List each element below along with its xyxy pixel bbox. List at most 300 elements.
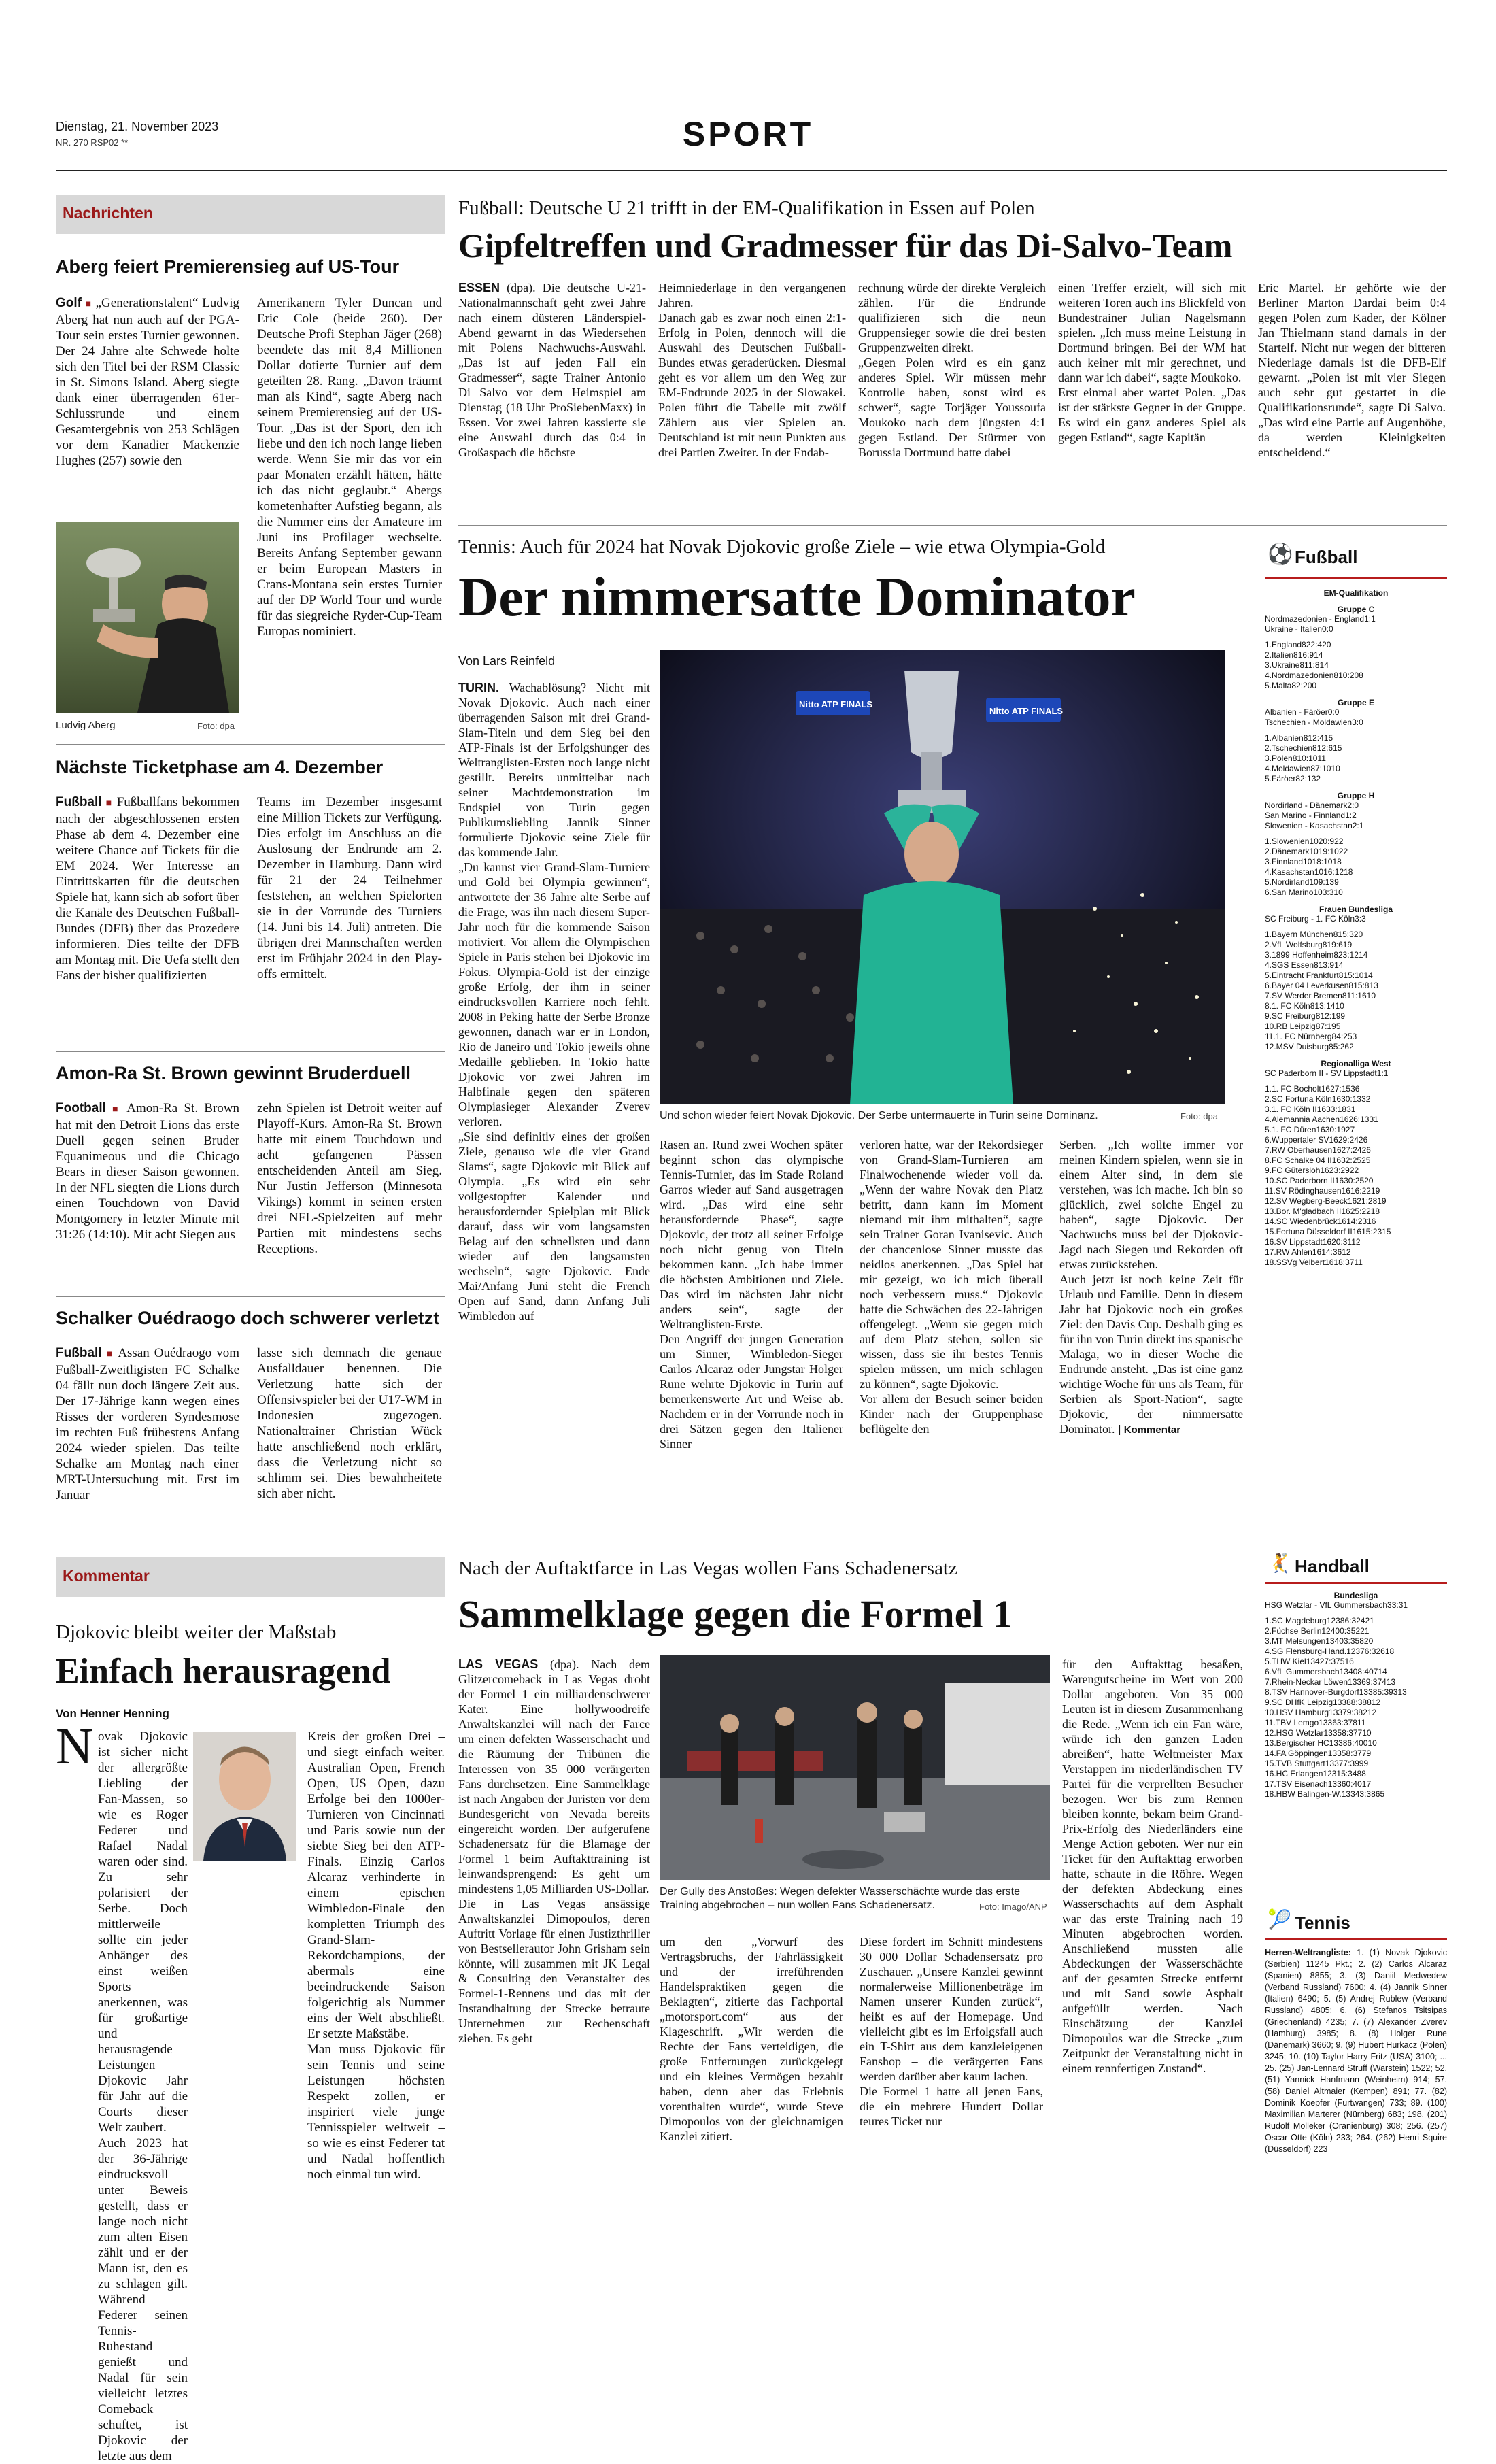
tennis-icon: 🎾 (1268, 1909, 1291, 1930)
result-match: SC Paderborn II - SV Lippstadt (1265, 1068, 1377, 1078)
standings-row (1265, 1647, 1447, 1657)
standings-games: 10 (1313, 888, 1323, 897)
standings-goals: 33:18 (1326, 1104, 1347, 1114)
standings-goals: 26:13 (1348, 1115, 1370, 1124)
football-group-2 (1265, 791, 1447, 898)
result-row (1265, 914, 1447, 924)
standings-row (1265, 837, 1447, 847)
standings-points: 7 (1366, 1779, 1372, 1789)
standings-team: 10.RB Leipzig (1265, 1022, 1316, 1031)
standings-row (1265, 847, 1447, 857)
standings-goals: 19:10 (1318, 847, 1339, 856)
standings-row (1265, 640, 1447, 650)
result-match: Albanien - Färöer (1265, 707, 1328, 717)
standings-goals: 377:399 (1334, 1759, 1364, 1768)
standings-games: 16 (1341, 1206, 1350, 1216)
standings-points: 14 (1358, 950, 1368, 960)
standings-team: 4.Nordmazedonien (1265, 671, 1334, 680)
standings-goals: 385:393 (1368, 1687, 1398, 1697)
f1-headline: Sammelklage gegen die Formel 1 (458, 1592, 1013, 1636)
standings-points: 12 (1351, 1237, 1361, 1247)
standings-points: 16 (1344, 1657, 1354, 1666)
standings-goals: 2:20 (1296, 681, 1312, 690)
standings-points: 10 (1335, 1001, 1344, 1011)
standings-points: 20 (1353, 930, 1363, 939)
u21-text-col3: rechnung würde der direkte Vergleich zählen. Für die Endrunde qualifizieren sich die neun Gruppensieger sowie die drei besten Gruppenzweiten direkt. „Gegen Polen wird es ein ganz anderes Spiel. Wir müssen mehr Kontrolle haben, sonst wird es schwer“, sagte Torjäger Youssoufa Moukoko nach dem jüngsten 4:1 gegen Estland. Der Stürmer von Borussia Dortmund hatte dabei (858, 281, 1046, 459)
standings-points: 2 (1349, 1042, 1354, 1051)
group-title: Gruppe E (1337, 698, 1374, 707)
standings-goals: 19:6 (1327, 940, 1343, 949)
standings-games: 8 (1348, 981, 1354, 990)
standings-team: 14.FA Göppingen (1265, 1749, 1328, 1758)
standings-row (1265, 1708, 1447, 1718)
f1-text-col2: um den „Vorwurf des Vertragsbruchs, der Fahrlässigkeit und der irreführenden Handelspraktiken gegen die Beklagten“, zitierte das Fachportal „motorsport.com“ aus der Klageschrift. „Wir werden die Rechte der Fans verteidigen, die große Entfernungen zurückgelegt und ein kleines Vermögen bezahlt haben, denn aber das Erlebnis vorenthalten wurde“, wurde Steve Dimopoulos von der gleichnamigen Kanzlei zitiert. (660, 1935, 843, 2143)
kommentar-headline: Einfach herausragend (56, 1652, 391, 1691)
aberg-photo-caption: Ludvig Aberg (56, 720, 116, 731)
tickets-headline: Nächste Ticketphase am 4. Dezember (56, 757, 384, 777)
standings-team: 4.Kasachstan (1265, 867, 1314, 877)
standings-games: 8 (1329, 1042, 1333, 1051)
standings-goals: 7:10 (1315, 764, 1331, 773)
standings-row (1265, 991, 1447, 1001)
author-portrait-illustration (193, 1732, 296, 1861)
standings-games: 8 (1291, 681, 1297, 690)
standings-games: 13 (1319, 1718, 1328, 1727)
result-match: Nordirland - Dänemark (1265, 800, 1348, 810)
djokovic-photo-caption: Und schon wieder feiert Novak Djokovic. Der Serbe untermauerte in Turin seine Dominanz. (660, 1110, 1098, 1121)
standings-team: 6.VfL Gummersbach (1265, 1667, 1340, 1676)
group-title: Gruppe C (1337, 605, 1375, 614)
news-section-header: Nachrichten (56, 195, 445, 234)
result-score: 0:0 (1327, 707, 1340, 717)
result-match: HSG Wetzlar - VfL Gummersbach (1265, 1600, 1388, 1610)
standings-points: 9 (1334, 877, 1339, 887)
standings-games: 8 (1310, 1001, 1315, 1011)
standings-games: 12 (1326, 1616, 1336, 1625)
standings-games: 13 (1306, 1657, 1316, 1666)
tennis-title: Tennis (1295, 1912, 1350, 1933)
standings-goals: 7:19 (1320, 1022, 1336, 1031)
standings-games: 16 (1331, 1155, 1342, 1165)
standings-goals: 427:375 (1315, 1657, 1345, 1666)
result-match: Tschechien - Moldawien (1265, 718, 1353, 727)
standings-points: 32 (1361, 1094, 1371, 1104)
standings-team: 3.Finnland (1265, 857, 1304, 866)
standings-points: 14 (1319, 660, 1329, 670)
kommentar-byline: Von Henner Henning (56, 1707, 169, 1720)
standings-games: 16 (1337, 1217, 1347, 1226)
standings-goals: 12:6 (1316, 743, 1333, 753)
result-score: 1:1 (1364, 614, 1376, 624)
news-divider-2 (56, 1051, 445, 1052)
standings-points: 12 (1367, 1708, 1377, 1717)
standings-team: 3.Polen (1265, 754, 1293, 763)
aberg-text-col1: „Generationstalent“ Ludvig Aberg hat nun auch auf der PGA-Tour sein erstes Turnier gewonnen. Der 24 Jahre alte Schwede holte sich den Titel bei der RSM Classic in St. Simons Island. Aberg siegte dank einer überragenden 61er-Schlussrunde und einem Gesamtergebnis von 253 Schlägen vor dem Kanadier Mackenzie Hughes (257) sowie den (56, 296, 240, 468)
standings-points: 12 (1371, 1698, 1381, 1707)
standings-row (1265, 774, 1447, 784)
result-score: 1:2 (1345, 811, 1357, 820)
result-score: 33:31 (1387, 1600, 1408, 1610)
amonra-kicker: Football (56, 1101, 106, 1115)
aberg-kicker: Golf (56, 296, 82, 310)
standings-team: 15.Fortuna Düsseldorf II (1265, 1227, 1353, 1236)
standings-games: 8 (1299, 660, 1305, 670)
standings-points: 2 (1316, 774, 1321, 783)
standings-points: 13 (1369, 981, 1378, 990)
standings-games: 16 (1340, 1115, 1349, 1124)
standings-points: 13 (1397, 1687, 1407, 1697)
standings-goals: 386:400 (1338, 1738, 1368, 1748)
schalke-headline: Schalker Ouédraogo doch schwerer verletzt (56, 1308, 440, 1328)
standings-team: 1.Bayern München (1265, 930, 1333, 939)
standings-row (1265, 1032, 1447, 1042)
standings-games: 16 (1341, 1186, 1350, 1196)
standings-team: 2.SC Fortuna Köln (1265, 1094, 1332, 1104)
result-score: 2:0 (1347, 800, 1359, 810)
standings-team: 11.TBV Lemgo (1265, 1718, 1319, 1727)
standings-points: 18 (1344, 867, 1353, 877)
aberg-text-col2: Amerikanern Tyler Duncan und Eric Cole (beide 260). Der Deutsche Profi Stephan Jäger (268) beendete das mit 8,4 Millionen Dollar dotierte Turnier auf dem geteilten 28. Rang. „Davon träumt man als Kind“, sagte Aberg nach seinem Premierensieg auf der US-Tour. „Das ist der Sport, den ich liebe und den ich noch lange lieben werde. Wenn Sie mir das vor ein paar Monaten erzählt hätten, hätte ich das nicht geglaubt.“ Abergs kometenhafter Aufstieg begann, als die Nummer eins der Amateure im Juni ins Profilager wechselte. Bereits Anfang September gewann er beim European Masters in Crans-Montana sein erstes Turnier auf der DP World Tour und wurde für das siegreiche Ryder-Cup-Team Europas nominiert. (257, 296, 442, 639)
standings-games: 16 (1320, 1166, 1329, 1175)
standings-games: 16 (1331, 1094, 1342, 1104)
standings-points: 19 (1377, 1196, 1387, 1206)
standings-points: 20 (1363, 1636, 1374, 1646)
football-title-rule (1265, 577, 1447, 579)
standings-games: 8 (1333, 950, 1338, 960)
f1-kicker: Nach der Auftaktfarce in Las Vegas wollen Fans Schadenersatz (458, 1557, 957, 1579)
standings-games: 8 (1303, 733, 1308, 743)
standings-team: 5.Färöer (1265, 774, 1296, 783)
standings-team: 12.MSV Duisburg (1265, 1042, 1329, 1051)
standings-row (1265, 1176, 1447, 1186)
standings-points: 18 (1370, 1206, 1380, 1216)
amonra-text-col1: Amon-Ra St. Brown hat mit den Detroit Lions das erste Duell gegen seinen Bruder Equanimeous und die Chicago Bears in dieser Saison gewonnen. In der NFL siegten die Lions durch einen Touchdown von David Montgomery in letzter Minute mit 31:26 (14:10). Mit acht Siegen aus (56, 1101, 240, 1242)
standings-points: 31 (1369, 1115, 1378, 1124)
aberg-photo (56, 522, 239, 713)
standings-team: 18.HBW Balingen-W. (1265, 1789, 1342, 1799)
tickets-text-col2: Teams im Dezember insgesamt eine Million Tickets zur Verfügung. Dies erfolgt im Anschluss an die Auslosung der Endrunde am 2. Dezember in Hamburg. Dann wird für 21 der 24 Teilnehmer feststehen, an welchen Spielorten sie in der Vorrunde des Turniers (14. Juni bis 14. Juli) antreten. Die übrigen drei Mannschaften werden erst im Frühjahr 2024 in den Play-offs ermittelt. (257, 795, 442, 981)
football-tables (1265, 537, 1447, 1268)
standings-goals: 15:23 (1361, 1227, 1382, 1236)
standings-goals: 358:377 (1332, 1728, 1363, 1738)
standings-points: 9 (1366, 1749, 1372, 1758)
standings-points: 13 (1386, 1677, 1396, 1687)
result-score: 0:0 (1322, 624, 1333, 634)
standings-goals: 3:31 (1322, 888, 1339, 897)
f1-dateline: LAS VEGAS (458, 1657, 539, 1671)
u21-kicker: Fußball: Deutsche U 21 trifft in der EM-Qualifikation in Essen auf Polen (458, 197, 1035, 219)
tennis-label: Herren-Weltrangliste: (1265, 1948, 1351, 1957)
standings-points: 18 (1332, 857, 1342, 866)
standings-team: 2.Tschechien (1265, 743, 1313, 753)
standings-team: 14.SC Wiedenbrück (1265, 1217, 1338, 1226)
standings-games: 13 (1329, 1708, 1338, 1717)
djokovic-photo (660, 650, 1225, 1104)
atp-banner-left: Nitto ATP FINALS (799, 699, 873, 709)
standings-goals: 11:8 (1304, 660, 1320, 670)
f1-photo-credit: Foto: Imago/ANP (979, 1902, 1047, 1912)
djokovic-text-col2: Rasen an. Rund zwei Wochen später beginnt schon das olympische Tennis-Turnier, das im Stade Roland Garros wieder auf Sand ausgetragen wird. „Das wird eine sehr herausfordernde Phase“, sagte Djokovic, der trotz all seiner Erfolge noch nicht genug von Titeln bekommen kann. „Ich habe immer die höchsten Ambitionen und Ziele. Das wird im nächsten Jahr nicht anders sein“, sagte der Weltranglisten-Erste. Den Angriff der jungen Generation um Sinner, Wimbledon-Sieger Carlos Alcaraz oder Jungstar Holger Rune wehrte Djokovic in Turin auf bemerkenswerte Art und Weise ab. Nachdem er in der Vorrunde noch in drei Sätzen gegen den Italiener Sinner (660, 1138, 843, 1451)
standings-games: 8 (1322, 940, 1327, 949)
news-divider-3 (56, 1296, 445, 1297)
standings-goals: 12:19 (1320, 1011, 1341, 1021)
result-match: Ukraine - Italien (1265, 624, 1323, 634)
standings-games: 13 (1323, 1728, 1333, 1738)
standings-goals: 12:4 (1308, 733, 1324, 743)
standings-row (1265, 857, 1447, 867)
djokovic-end-tag: Kommentar (1123, 1424, 1181, 1436)
standings-points: 10 (1362, 1728, 1372, 1738)
standings-goals: 20:9 (1318, 837, 1335, 846)
group-title: Gruppe H (1337, 791, 1375, 800)
standings-points: 21 (1365, 1616, 1374, 1625)
standings-points: 14 (1314, 650, 1323, 660)
tickets-text-col1: Fußballfans bekommen nach der abgeschlossenen ersten Phase ab dem 4. Dezember eine weitere Chance auf Tickets für die EM 2024. Wer Interesse an Eintrittskarten für die deutschen Spiele hat, kann sich ab sofort über die Kanäle des Deutschen Fußball-Bundes (DFB) über das Prozedere informieren. Dies teilte der DFB am Montag mit. Die Uefa stellt den Fans der bisher qualifizierten (56, 795, 240, 983)
standings-goals: 22:4 (1306, 640, 1323, 649)
standings-goals: 23:29 (1329, 1166, 1350, 1175)
standings-points: 20 (1364, 1176, 1374, 1185)
standings-goals: 30:25 (1344, 1176, 1365, 1185)
handball-group-0 (1265, 1591, 1447, 1800)
standings-team: 7.SV Werder Bremen (1265, 991, 1342, 1000)
standings-goals: 369:374 (1357, 1677, 1387, 1687)
standings-goals: 10:20 (1338, 671, 1359, 680)
standings-goals: 27:24 (1341, 1145, 1362, 1155)
standings-row (1265, 930, 1447, 940)
standings-row (1265, 1626, 1447, 1636)
standings-team: 1.Slowenien (1265, 837, 1310, 846)
standings-games: 13 (1325, 1759, 1335, 1768)
standings-row (1265, 650, 1447, 660)
standings-team: 8.TSV Hannover-Burgdorf (1265, 1687, 1359, 1697)
u21-text-col2: Heimniederlage in den vergangenen Jahren. Danach gab es zwar noch einen 2:1-Erfolg in Polen, dennoch will die Auswahl des Deutschen Fußball-Bundes etwas geraderücken. Diesmal geht es vor allem um den Weg zur EM-Endrunde 2025 in der Slowakei. Polen führt die Tabelle mit zwölf Zählern aus vier Spielen an. Deutschland ist mit neun Punkten aus drei Partien Zweiter. In der Endab- (658, 281, 846, 459)
standings-points: 31 (1346, 1104, 1356, 1114)
standings-team: 2.VfL Wolfsburg (1265, 940, 1323, 949)
standings-points: 27 (1345, 1125, 1355, 1134)
standings-team: 6.Bayer 04 Leverkusen (1265, 981, 1349, 990)
result-score: 3:0 (1352, 718, 1363, 727)
standings-team: 12.HSG Wetzlar (1265, 1728, 1324, 1738)
football-groups (1265, 605, 1447, 1268)
amonra-headline: Amon-Ra St. Brown gewinnt Bruderduell (56, 1063, 411, 1083)
standings-points: 11 (1354, 1258, 1363, 1267)
news-divider-1 (56, 744, 445, 745)
standings-row (1265, 1738, 1447, 1749)
group-title: Bundesliga (1333, 1591, 1378, 1600)
standings-team: 7.Rhein-Neckar Löwen (1265, 1677, 1348, 1687)
standings-row (1265, 681, 1447, 691)
result-row (1265, 1068, 1447, 1079)
standings-points: 11 (1357, 1718, 1366, 1727)
result-match: San Marino - Finnland (1265, 811, 1346, 820)
standings-goals: 408:407 (1348, 1667, 1378, 1676)
standings-team: 2.Füchse Berlin (1265, 1626, 1322, 1636)
f1-photo (660, 1655, 1050, 1880)
kommentar-section-header: Kommentar (56, 1557, 445, 1597)
standings-team: 12.SV Wegberg-Beeck (1265, 1196, 1348, 1206)
standings-games: 12 (1321, 1626, 1331, 1636)
schalke-text-col2: lasse sich demnach die genaue Ausfalldauer benennen. Die Verletzung hatte sich der Offensivspieler bei der U17-WM in Indonesien zugezogen. Nationaltrainer Christian Wück hatte anschließend noch erklärt, dass die Verletzung nicht so schlimm sei. Dies bewahrheitete sich aber nicht. (257, 1346, 442, 1501)
football-icon: ⚽ (1268, 543, 1293, 566)
standings-goals: 16:12 (1323, 867, 1344, 877)
standings-goals: 30:19 (1325, 1125, 1346, 1134)
standings-points: 22 (1334, 837, 1344, 846)
u21-text-col5: Eric Martel. Er gehörte wie der Berliner Marton Dardai beim 0:4 gegen Polen zum Kader, der Kölner Jan Thielmann stand damals in der Startelf. Nicht nur wegen der bitteren Niederlage damals ist die DFB-Elf gewarnt. „Polen ist mit vier Siegen auch sehr gut gestartet in die Qualifikationsrunde“, sagte Di Salvo. „Das wird eine Partie auf Augenhöhe, da werden Kleinigkeiten entscheidend.“ (1258, 281, 1446, 459)
djokovic-photo-credit: Foto: dpa (1180, 1111, 1218, 1121)
amonra-text-col2: zehn Spielen ist Detroit weiter auf Playoff-Kurs. Amon-Ra St. Brown hatte mit einem Touchdown und acht gefangenen Pässen entscheidenden Anteil am Sieg. Nur Justin Jefferson (Minnesota Vikings) kommt in seinen ersten drei NFL-Spielzeiten auf mehr Partien mit mindestens sechs Receptions. (257, 1101, 442, 1256)
standings-points: 0 (1312, 681, 1317, 690)
standings-games: 8 (1292, 754, 1297, 763)
standings-row (1265, 1237, 1447, 1247)
standings-row (1265, 888, 1447, 898)
em-title: EM-Qualifikation (1323, 588, 1389, 598)
djokovic-kicker: Tennis: Auch für 2024 hat Novak Djokovic große Ziele – wie etwa Olympia-Gold (458, 536, 1106, 558)
standings-row (1265, 1094, 1447, 1104)
standings-row (1265, 1636, 1447, 1647)
standings-goals: 18:37 (1333, 1258, 1355, 1267)
standings-games: 8 (1315, 1022, 1321, 1031)
standings-games: 10 (1309, 847, 1319, 856)
standings-games: 13 (1339, 1667, 1348, 1676)
standings-goals: 10:10 (1297, 754, 1318, 763)
standings-games: 13 (1325, 1636, 1335, 1646)
standings-row (1265, 743, 1447, 754)
result-match: Nordmazedonien - England (1265, 614, 1365, 624)
kommentar-author-photo (193, 1732, 296, 1861)
standings-team: 16.HC Erlangen (1265, 1769, 1323, 1778)
standings-team: 5.Nordirland (1265, 877, 1310, 887)
standings-games: 16 (1329, 1135, 1338, 1145)
standings-games: 12 (1346, 1647, 1356, 1656)
standings-points: 22 (1349, 1166, 1359, 1175)
kommentar-text-col2: Kreis der großen Drei – und siegt einfach weiter. Australian Open, French Open, US Open, dazu Erfolge bei den 1000er-Turnieren von Cincinnati und Paris sowie nun der siebte Sieg bei den ATP-Finals. Einzig Carlos Alcaraz verhinderte in einem epischen Wimbledon-Finale den kompletten Triumph des Grand-Slam-Rekordchampions, der abermals eine beeindruckende Saison folgerichtig als Nummer eins der Welt abschließt. Er setzte Maßstäbe. Man muss Djokovic für sein Tennis und seine Leistungen höchsten Respekt zollen, er inspiriert viele junge Tennisspieler weltweit – so wie es einst Federer tat und Nadal hoffentlich noch einmal tun wird. (307, 1729, 445, 2182)
handball-title-rule (1265, 1582, 1447, 1584)
result-row (1265, 811, 1447, 821)
standings-points: 20 (1322, 640, 1331, 649)
standings-row (1265, 1104, 1447, 1115)
standings-points: 26 (1361, 1145, 1371, 1155)
standings-team: 1.SC Magdeburg (1265, 1616, 1327, 1625)
standings-team: 8.1. FC Köln (1265, 1001, 1310, 1011)
standings-row (1265, 1206, 1447, 1217)
standings-row (1265, 867, 1447, 877)
standings-goals: 388:388 (1342, 1698, 1372, 1707)
standings-points: 8 (1359, 671, 1363, 680)
standings-games: 12 (1323, 1769, 1332, 1778)
standings-team: 5.Eintracht Frankfurt (1265, 971, 1339, 980)
standings-team: 5.THW Kiel (1265, 1657, 1306, 1666)
standings-team: 17.TSV Eisenach (1265, 1779, 1328, 1789)
standings-team: 4.Alemannia Aachen (1265, 1115, 1340, 1124)
standings-row (1265, 1135, 1447, 1145)
u21-text-col4: einen Treffer erzielt, will sich mit weiteren Toren auch ins Blickfeld von Bundestrainer Julian Nagelsmann spielen. „Ich muss meine Leistung in Dortmund bringen. Bei der WM hat auch keiner mit mir gerechnet, und dann war ich dabei“, sagte Moukoko. Erst einmal aber wartet Polen. „Das ist der stärkste Gegner in der Gruppe. Es wird ein ganz anderes Spiel als gegen Estland“, sagte Kapitän (1058, 281, 1246, 444)
standings-goals: 403:358 (1334, 1636, 1364, 1646)
standings-team: 3.Ukraine (1265, 660, 1300, 670)
standings-points: 14 (1378, 1667, 1387, 1676)
standings-team: 3.1. FC Köln II (1265, 1104, 1317, 1114)
result-match: SC Freiburg - 1. FC Köln (1265, 914, 1355, 924)
standings-goals: 16:9 (1297, 650, 1314, 660)
standings-goals: 376:326 (1355, 1647, 1385, 1656)
standings-row (1265, 1749, 1447, 1759)
standings-row (1265, 1166, 1447, 1176)
standings-points: 0 (1338, 888, 1343, 897)
standings-row (1265, 1759, 1447, 1769)
standings-team: 9.SC DHfK Leipzig (1265, 1698, 1333, 1707)
standings-goals: 9:13 (1318, 877, 1335, 887)
standings-games: 13 (1333, 1698, 1342, 1707)
standings-team: 1.England (1265, 640, 1302, 649)
issue-date: Dienstag, 21. November 2023 (56, 120, 219, 133)
standings-row (1265, 960, 1447, 971)
standings-row (1265, 940, 1447, 950)
standings-points: 21 (1360, 1626, 1370, 1636)
standings-row (1265, 1698, 1447, 1708)
standings-games: 13 (1359, 1687, 1369, 1697)
djokovic-headline: Der nimmersatte Dominator (458, 566, 1136, 628)
standings-games: 13 (1341, 1789, 1351, 1799)
standings-row (1265, 1011, 1447, 1022)
standings-goals: 358:377 (1337, 1749, 1367, 1758)
aberg-photo-credit: Foto: dpa (197, 721, 235, 731)
standings-team: 13.Bor. M'gladbach II (1265, 1206, 1342, 1216)
result-score: 1:1 (1376, 1068, 1389, 1078)
djokovic-text-col3: verloren hatte, war der Rekordsieger von Grand-Slam-Turnieren am Finalwochenende wieder voll da. „Wenn der wahre Novak den Platz betritt, dann kann im Moment niemand mit ihm mithalten“, sagte sein Trainer Goran Ivanisevic. Auch der chancenlose Sinner musste das neidlos anerkennen. „Das Spiel hat mir gezeigt, wo ich mich überall noch verbessern muss.“ Djokovic hatte die Schwächen des 22-Jährigen offengelegt. „Wenn sie gegen mich auf dem Platz stehen, sollen sie wissen, dass sie ihr bestes Tennis spielen müssen, um mich schlagen zu können“, sagte Djokovic. Vor allem der Besuch seiner beiden Kinder nach der Gruppenphase beflügelte den (860, 1138, 1043, 1436)
standings-team: 9.SC Freiburg (1265, 1011, 1316, 1021)
djokovic-text-col4: Serben. „Ich wollte immer vor meinen Kindern spielen, wenn sie in einem Alter sind, in dem sie verstehen, was ich mache. Ich bin so glücklich, zwei solche Engel zu haben“, sagte Djokovic. Der Nachwuchs muss bei der Djokovic-Jagd nach Siegen und Rekorden oft etwas zurückstehen. Auch jetzt ist noch keine Zeit für Urlaub und Familie. Denn in diesem Jahr hat Djokovic noch ein großes Ziel: den Davis Cup. Deshalb ging es für ihn von Turin direkt ins spanische Malaga, wo in dieser Woche die Endrunde ansteht. „Das ist eine ganz wichtige Woche für uns als Team, für Serbien als Sport-Nation“, sagte Djokovic, der nimmersatte Dominator. (1059, 1138, 1243, 1436)
section-title: SPORT (682, 115, 814, 153)
standings-games: 8 (1295, 774, 1301, 783)
f1-text-col1: (dpa). Nach dem Glitzercomeback in Las Vegas droht der Formel 1 ein milliardenschwerer Kater. Eine hollywoodreife Anwaltskanzlei will nach der Farce um einen defekten Wasserschacht und die Räumung der Tribünen die Interessen von 35 000 verärgerten Fans durchsetzen. Eine Sammelklage ist nach Angaben der Juristen vor dem Bundesgericht von Nevada bereits eingereicht worden. Der aufgerufene Schadenersatz für die Blamage der Formel 1 beim Auftakttraining ist leinwandsprengend: Es geht um mindestens 1,05 Milliarden US-Dollar. Die in Las Vegas ansässige Anwaltskanzlei Dimopoulos, deren Auftritt Vorlage für einen Justizthriller von Bestsellerautor John Grisham sein könnte, will zusammen mit JK Legal & Consulting den Veranstalter des Formel-1-Rennens und das mit der Instandhaltung der Strecke betraute Unternehmen zur Rechenschaft ziehen. Es geht (458, 1657, 650, 2045)
standings-team: 18.SSVg Velbert (1265, 1258, 1325, 1267)
standings-goals: 23:12 (1338, 950, 1359, 960)
standings-games: 10 (1314, 867, 1324, 877)
u21-bottom-rule (458, 525, 1447, 526)
standings-games: 13 (1327, 1779, 1338, 1789)
standings-games: 16 (1332, 1145, 1342, 1155)
standings-team: 10.HSV Hamburg (1265, 1708, 1329, 1717)
result-row (1265, 707, 1447, 718)
standings-points: 3 (1352, 1032, 1357, 1041)
standings-team: 1.Albanien (1265, 733, 1304, 743)
standings-games: 8 (1293, 650, 1298, 660)
kommentar-dropcap: N (56, 1718, 93, 1775)
aberg-trophy-illustration (56, 522, 239, 713)
standings-row (1265, 1186, 1447, 1196)
standings-team: 11.SV Rödinghausen (1265, 1186, 1342, 1196)
standings-goals: 30:13 (1341, 1094, 1362, 1104)
standings-goals: 32:25 (1341, 1155, 1362, 1165)
standings-goals: 400:352 (1330, 1626, 1361, 1636)
group-title: Frauen Bundesliga (1319, 905, 1393, 914)
standings-points: 12 (1342, 1247, 1351, 1257)
result-row (1265, 614, 1447, 624)
standings-goals: 13:9 (1318, 960, 1335, 970)
standings-row (1265, 1687, 1447, 1698)
result-score: 3:3 (1355, 914, 1366, 924)
standings-points: 18 (1384, 1647, 1395, 1656)
standings-team: 16.SV Lippstadt (1265, 1237, 1323, 1247)
schalke-text-col1: Assan Ouédraogo vom Fußball-Zweitligisten FC Schalke 04 fällt nun doch längere Zeit aus. Der 17-Jährige kann wegen eines Risses der vorderen Syndesmose im rechten Fuß frühestens Anfang 2024 wieder spielen. Das teilte Schalke am Montag nach einer MRT-Untersuchung mit. Erst im Januar (56, 1346, 239, 1502)
standings-team: 13.Bergischer HC (1265, 1738, 1329, 1748)
kommentar-text-col1: ovak Djokovic ist sicher nicht der allergrößte Liebling der Fan-Massen, so wie es Roger Federer und Rafael Nadal waren oder sind. Zu sehr polarisiert der Serbe. Doch mittlerweile sollte ein jeder Anhänger des einst weißen Sports anerkennen, was für großartige und herausragende Leistungen Djokovic Jahr für Jahr auf die Courts dieser Welt zaubert. Auch 2023 hat der 36-Jährige eindrucksvoll unter Beweis gestellt, dass er lange noch nicht zum alten Eisen zählt und er der Mann ist, den es zu schlagen gilt. Während Federer seinen Tennis-Ruhestand genießt und Nadal für sein vielleicht letztes Comeback schuftet, ist Djokovic der letzte aus dem (98, 1729, 188, 2463)
standings-team: 5.Malta (1265, 681, 1292, 690)
standings-games: 13 (1329, 1738, 1339, 1748)
standings-row (1265, 1125, 1447, 1135)
atp-banner-right: Nitto ATP FINALS (989, 706, 1064, 716)
standings-points: 19 (1342, 940, 1353, 949)
standings-points: 36 (1350, 1084, 1360, 1094)
